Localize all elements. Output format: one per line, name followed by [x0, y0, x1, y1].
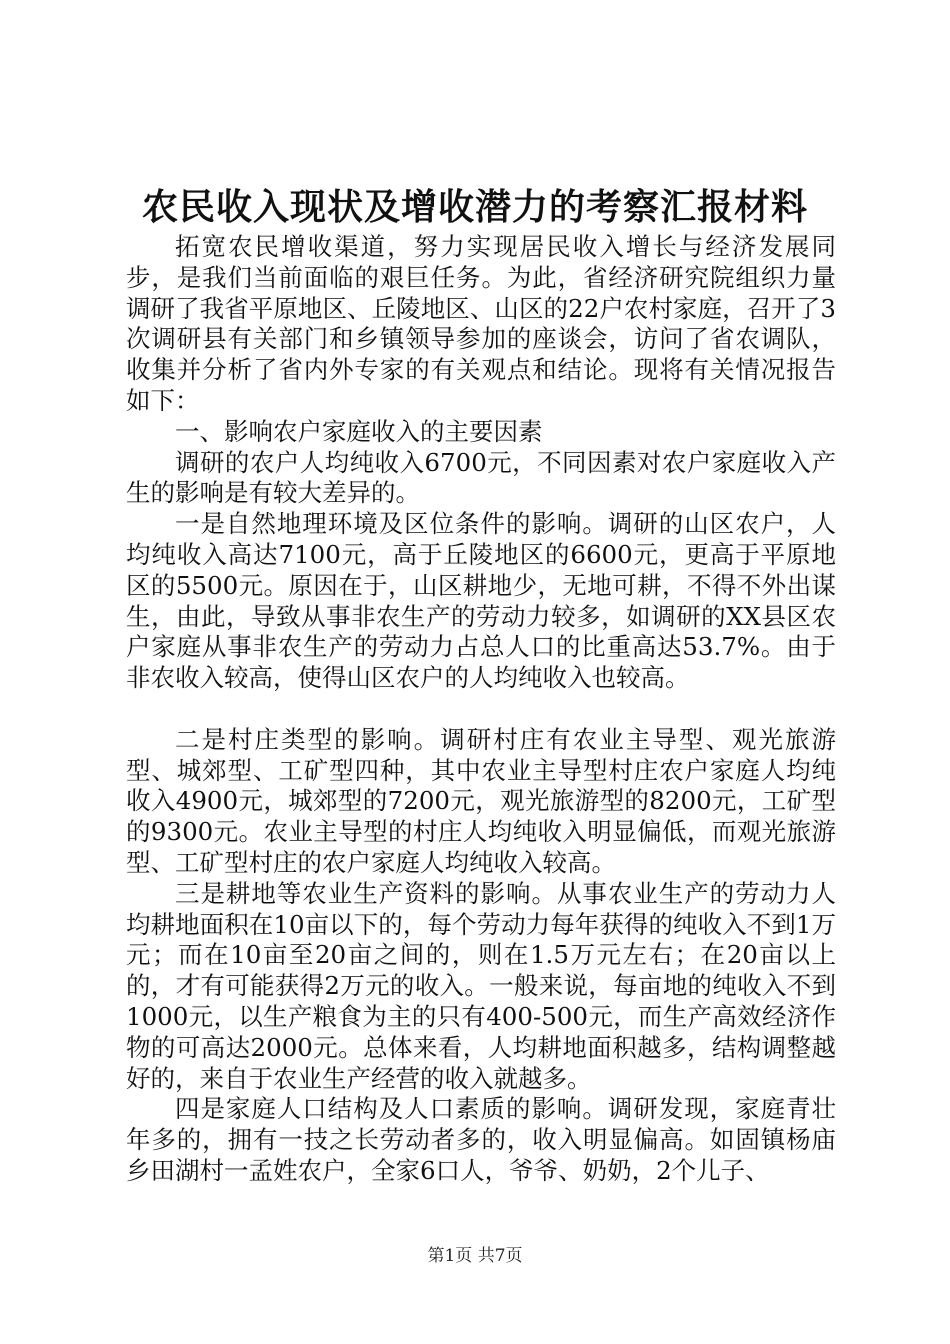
- document-body: [126, 232, 836, 1187]
- paragraph-factor-geography: 一是自然地理环境及区位条件的影响。调研的山区农户，人均纯收入高达7100元，高于丘陵地区的6600元，更高于平原地区的5500元。原因在于，山区耕地少，无地可耕，不得不外出谋生，由此，导致从事非农生产的劳动力较多，如调研的XX县区农户家庭从事非农生产的劳动力占总人口的比重高达53.7%。由于非农收入较高，使得山区农户的人均纯收入也较高。: [126, 509, 836, 693]
- page-number: 第1页 共7页: [427, 1246, 523, 1266]
- paragraph-factor-farmland: 三是耕地等农业生产资料的影响。从事农业生产的劳动力人均耕地面积在10亩以下的，每个劳动力每年获得的纯收入不到1万元；而在10亩至20亩之间的，则在1.5万元左右；在20亩以上的，才有可能获得2万元的收入。一般来说，每亩地的纯收入不到1000元，以生产粮食为主的只有400-500元，而生产高效经济作物的可高达2000元。总体来看，人均耕地面积越多，结构调整越好的，来自于农业生产经营的收入就越多。: [126, 878, 836, 1093]
- paragraph-factor-household: 四是家庭人口结构及人口素质的影响。调研发现，家庭青壮年多的，拥有一技之长劳动者多的，收入明显偏高。如固镇杨庙乡田湖村一孟姓农户，全家6口人，爷爷、奶奶，2个儿子、: [126, 1094, 836, 1185]
- section-heading: 一、影响农户家庭收入的主要因素: [175, 416, 543, 446]
- paragraph-summary: 调研的农户人均纯收入6700元，不同因素对农户家庭收入产生的影响是有较大差异的。: [126, 447, 836, 508]
- paragraph-intro: 拓宽农民增收渠道，努力实现居民收入增长与经济发展同步，是我们当前面临的艰巨任务。为此，省经济研究院组织力量调研了我省平原地区、丘陵地区、山区的22户农村家庭，召开了3次调研县有关部门和乡镇领导参加的座谈会，访问了省农调队，收集并分析了省内外专家的有关观点和结论。现将有关情况报告如下：: [126, 232, 836, 415]
- paragraph-factor-village-type: 二是村庄类型的影响。调研村庄有农业主导型、观光旅游型、城郊型、工矿型四种，其中农业主导型村庄农户家庭人均纯收入4900元，城郊型的7200元，观光旅游型的8200元，工矿型的9300元。农业主导型的村庄人均纯收入明显偏低，而观光旅游型、工矿型村庄的农户家庭人均纯收入较高。: [126, 724, 836, 877]
- document-title: 农民收入现状及增收潜力的考察汇报材料: [141, 187, 808, 228]
